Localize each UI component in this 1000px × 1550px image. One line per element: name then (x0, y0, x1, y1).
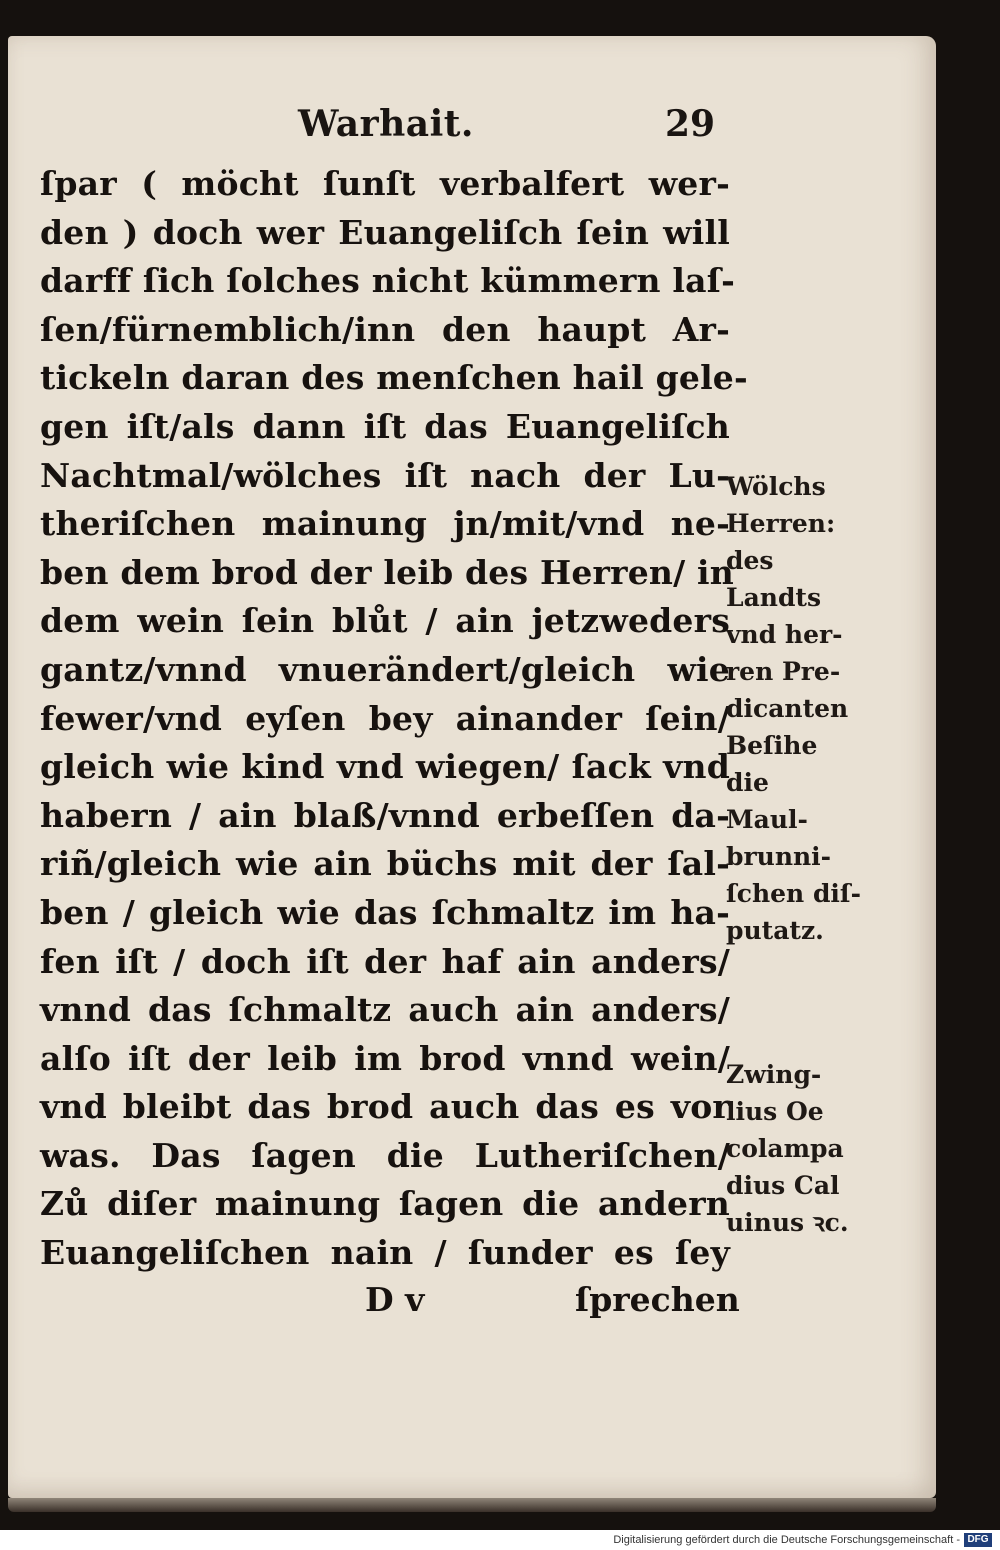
marginal-line: Maul- (726, 805, 808, 834)
text-line: tickeln daran des menſchen hail gele- (40, 358, 748, 398)
marginal-note-bottom (726, 1056, 866, 1241)
text-line: Euangeliſchen nain / ſunder es ſey (40, 1233, 730, 1273)
catchword: ſprechen (575, 1280, 740, 1319)
marginal-line: putatz. (726, 916, 824, 945)
text-line: Nachtmal/wölches iſt nach der Lu- (40, 455, 730, 495)
marginal-line: colampa (726, 1134, 844, 1163)
text-line: fewer/vnd eyſen bey ainander ſein/ (40, 698, 730, 738)
text-line: habern / ain blaß/vnnd erbeſſen da- (40, 795, 730, 835)
text-line: ſpar ( möcht ſunſt verbalfert wer- (40, 164, 730, 203)
marginal-line: Landts (726, 583, 822, 612)
marginal-line: dicanten (726, 694, 849, 723)
page-edge (8, 1498, 936, 1512)
text-line: theriſchen mainung jn/mit/vnd ne- (40, 504, 730, 544)
text-line: dem wein ſein blůt / ain jetzweders (40, 601, 730, 641)
marginal-line: die (726, 768, 769, 797)
text-line: Zů diſer mainung ſagen die andern (40, 1184, 730, 1224)
catchline (40, 1278, 740, 1322)
text-line: fen iſt / doch iſt der haf ain anders/ (40, 941, 730, 981)
marginal-line: Wölchs (726, 472, 826, 501)
text-line: den ) doch wer Euangeliſch ſein will (40, 212, 730, 252)
running-head: Warhait. (298, 103, 474, 145)
text-line: gleich wie kind vnd wiegen/ ſack vnd (40, 747, 730, 787)
marginal-line: uinus ꝛc. (726, 1208, 849, 1237)
dfg-logo: DFG (964, 1533, 992, 1547)
marginal-line: des (726, 546, 774, 575)
signature-mark: D v (365, 1280, 425, 1319)
marginal-line: Zwing- (726, 1060, 822, 1089)
text-line: darff ſich ſolches nicht kümmern laſ- (40, 261, 736, 301)
text-line: was. Das ſagen die Lutheriſchen/ (40, 1135, 730, 1175)
text-line: riñ/gleich wie ain büchs mit der ſal- (40, 844, 730, 884)
page-number: 29 (665, 103, 716, 145)
text-line: ben dem brod der leib des Herren/ in (40, 552, 734, 592)
text-line: alſo iſt der leib im brod vnnd wein/ (40, 1038, 730, 1078)
marginal-line: ſchen diſ- (726, 879, 862, 908)
text-line: ſen/fürnemblich/inn den haupt Ar- (40, 309, 730, 349)
marginal-line: dius Cal (726, 1171, 840, 1200)
marginal-line: vnd her- (726, 620, 843, 649)
marginal-line: Beſihe (726, 731, 818, 760)
text-line: ben / gleich wie das ſchmaltz im ha- (40, 892, 730, 932)
marginal-line: brunni- (726, 842, 832, 871)
text-line: gen iſt/als dann iſt das Euangeliſch (40, 406, 730, 446)
funding-credit: Digitalisierung gefördert durch die Deutsche Forschungsgemeinschaft - (613, 1534, 960, 1546)
marginal-line: ren Pre- (726, 657, 841, 686)
text-line: vnnd das ſchmaltz auch ain anders/ (40, 990, 730, 1030)
text-line: gantz/vnnd vnuerändert/gleich wie (40, 649, 730, 689)
body-text (40, 160, 748, 1278)
marginal-line: Herren: (726, 509, 836, 538)
marginal-line: lius Oe (726, 1097, 824, 1126)
marginal-note-top (726, 468, 866, 949)
text-line: vnd bleibt das brod auch das es vor (40, 1087, 730, 1127)
